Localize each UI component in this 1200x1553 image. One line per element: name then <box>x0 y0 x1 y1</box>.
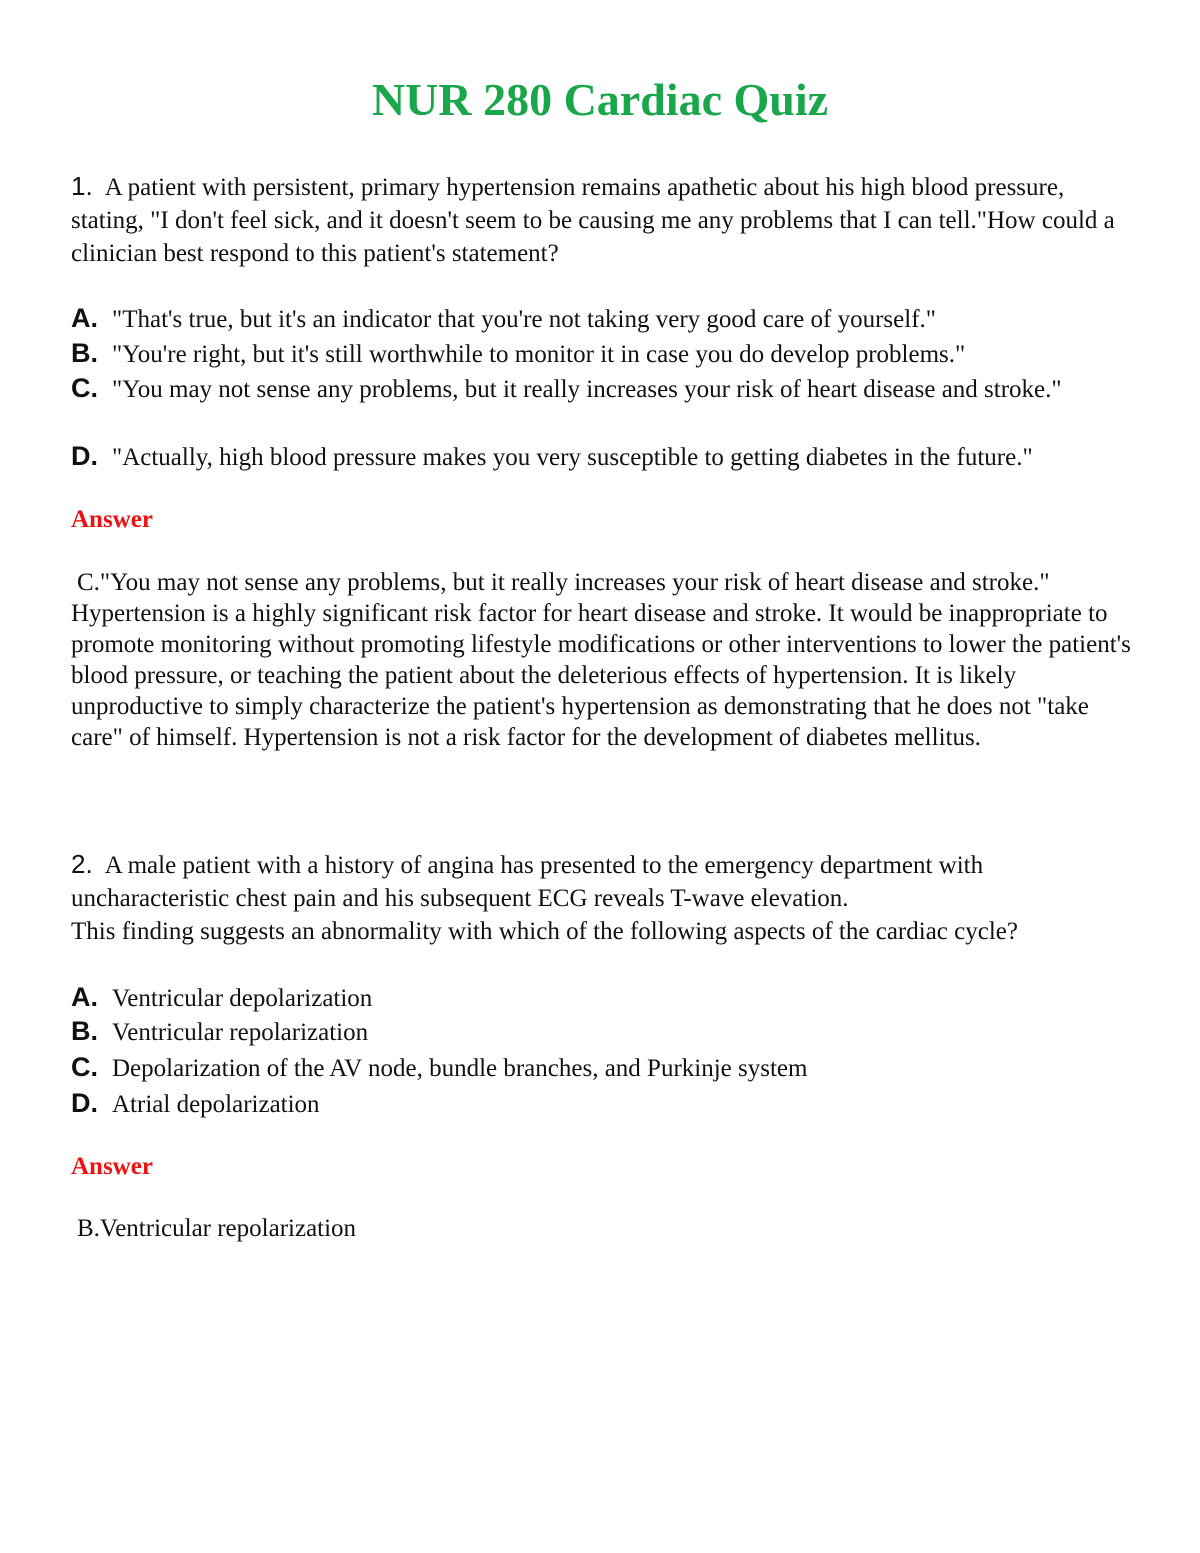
option-letter: B. <box>71 1016 98 1046</box>
option-letter: D. <box>71 441 98 471</box>
question-1-option-a <box>71 302 1131 336</box>
option-letter: C. <box>71 373 98 403</box>
answer-1-text: C."You may not sense any problems, but it really increases your risk of heart disease and stroke." <box>77 569 1050 596</box>
option-text: Ventricular depolarization <box>112 985 373 1012</box>
option-text: "You're right, but it's still worthwhile to monitor it in case you do develop problems." <box>112 341 966 368</box>
page-title: NUR 280 Cardiac Quiz <box>371 74 829 125</box>
question-2-option-c <box>71 1051 1131 1085</box>
question-2-option-d <box>71 1087 1131 1121</box>
question-1-option-b <box>71 337 1131 371</box>
option-text: Atrial depolarization <box>112 1091 320 1118</box>
question-2-text: A male patient with a history of angina has presented to the emergency department with uncharacteristic chest pain and his subsequent ECG reveals T-wave elevation. <box>71 852 984 912</box>
option-letter: C. <box>71 1052 98 1082</box>
option-text: Ventricular repolarization <box>112 1019 369 1046</box>
answer-2-text: B.Ventricular repolarization <box>77 1215 357 1242</box>
option-letter: D. <box>71 1088 98 1118</box>
option-text: "You may not sense any problems, but it really increases your risk of heart disease and stroke." <box>112 376 1062 403</box>
question-1 <box>71 170 1131 270</box>
option-letter: A. <box>71 982 98 1012</box>
question-1-option-d <box>71 440 1131 474</box>
answer-label-1: Answer <box>71 506 153 533</box>
question-2-option-b <box>71 1015 1131 1049</box>
question-2 <box>71 848 1131 948</box>
option-text: "That's true, but it's an indicator that you're not taking very good care of yourself." <box>112 306 936 333</box>
question-2-number: 2. <box>71 849 93 879</box>
option-letter: B. <box>71 338 98 368</box>
answer-block-2 <box>71 1213 1131 1244</box>
option-text: Depolarization of the AV node, bundle branches, and Purkinje system <box>112 1055 808 1082</box>
answer-label-2: Answer <box>71 1153 153 1180</box>
question-1-text: A patient with persistent, primary hypertension remains apathetic about his high blood pressure, stating, "I don't feel sick, and it doesn't seem to be causing me any problems that I can tell."How could a clinician best respond to this patient's statement? <box>71 174 1115 267</box>
question-1-option-c <box>71 372 1131 406</box>
option-text: "Actually, high blood pressure makes you very susceptible to getting diabetes in the future." <box>112 444 1033 471</box>
question-2-text-continued: This finding suggests an abnormality with which of the following aspects of the cardiac cycle? <box>71 918 1018 945</box>
option-letter: A. <box>71 303 98 333</box>
answer-1-explanation: Hypertension is a highly significant risk factor for heart disease and stroke. It would be inappropriate to promote monitoring without promoting lifestyle modifications or other interventions to lower the patient's blood pressure, or teaching the patient about the deleterious effects of hypertension. It is likely unproductive to simply characterize the patient's hypertension as demonstrating that he does not "take care" of himself. Hypertension is not a risk factor for the development of diabetes mellitus. <box>71 600 1131 751</box>
question-2-option-a <box>71 981 1131 1015</box>
question-1-number: 1. <box>71 171 93 201</box>
answer-block-1 <box>71 567 1131 753</box>
